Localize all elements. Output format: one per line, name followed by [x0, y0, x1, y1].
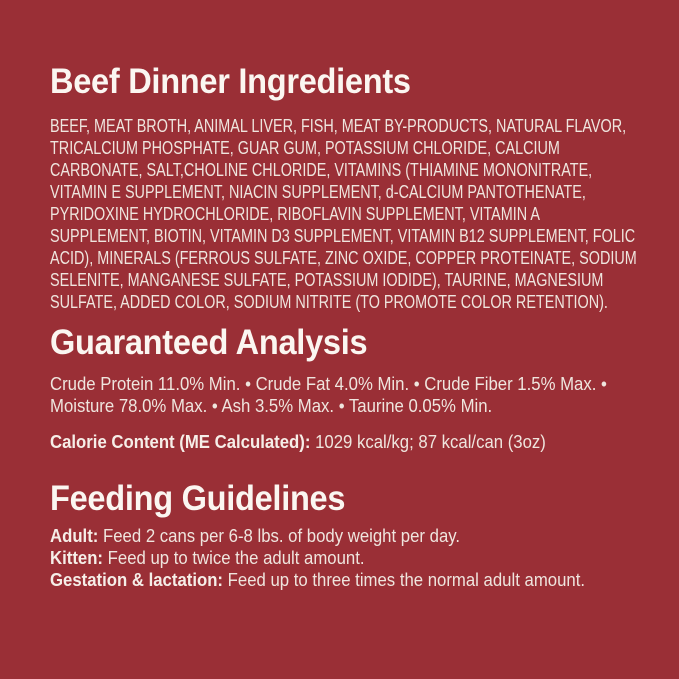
- feeding-guideline-adult-label: Adult:: [50, 526, 99, 546]
- feeding-guideline-adult-text: Feed 2 cans per 6-8 lbs. of body weight per day.: [103, 526, 461, 546]
- calorie-content-label: Calorie Content (ME Calculated):: [50, 432, 311, 452]
- feeding-guideline-adult: [50, 525, 638, 547]
- feeding-guideline-gestation-text: Feed up to three times the normal adult amount.: [227, 570, 585, 590]
- feeding-guidelines-section: [50, 479, 679, 591]
- ingredients-section: [50, 62, 679, 313]
- guaranteed-analysis-section: [50, 323, 679, 453]
- guaranteed-analysis-title: Guaranteed Analysis: [50, 323, 368, 362]
- feeding-guidelines-list: [50, 525, 679, 591]
- calorie-content-line: [50, 431, 638, 453]
- feeding-guideline-kitten-label: Kitten:: [50, 548, 104, 568]
- ingredients-text: BEEF, MEAT BROTH, ANIMAL LIVER, FISH, MEAT BY-PRODUCTS, NATURAL FLAVOR, TRICALCIUM PHOSPHATE, GUAR GUM, POTASSIUM CHLORIDE, CALCIUM CARBONATE, SALT,CHOLINE CHLORIDE, VITAMINS (THIAMINE MONONITRATE, VITAMIN E SUPPLEMENT, NIACIN SUPPLEMENT, d-CALCIUM PANTOTHENATE, PYRIDOXINE HYDROCHLORIDE, RIBOFLAVIN SUPPLEMENT, VITAMIN A SUPPLEMENT, BIOTIN, VITAMIN D3 SUPPLEMENT, VITAMIN B12 SUPPLEMENT, FOLIC ACID), MINERALS (FERROUS SULFATE, ZINC OXIDE, COPPER PROTEINATE, SODIUM SELENITE, MANGANESE SULFATE, POTASSIUM IODIDE), TAURINE, MAGNESIUM SULFATE, ADDED COLOR, SODIUM NITRITE (TO PROMOTE COLOR RETENTION).: [50, 116, 637, 312]
- feeding-guideline-gestation: [50, 569, 638, 591]
- feeding-guideline-gestation-label: Gestation & lactation:: [50, 570, 224, 590]
- calorie-content-value: 1029 kcal/kg; 87 kcal/can (3oz): [315, 432, 546, 452]
- guaranteed-analysis-text: Crude Protein 11.0% Min. • Crude Fat 4.0% Min. • Crude Fiber 1.5% Max. • Moisture 78.0% Max. • Ash 3.5% Max. • Taurine 0.05% Min.: [50, 374, 607, 416]
- feeding-guideline-kitten-text: Feed up to twice the adult amount.: [107, 548, 365, 568]
- ingredients-title: Beef Dinner Ingredients: [50, 62, 411, 101]
- feeding-guideline-kitten: [50, 547, 638, 569]
- feeding-guidelines-title: Feeding Guidelines: [50, 479, 346, 518]
